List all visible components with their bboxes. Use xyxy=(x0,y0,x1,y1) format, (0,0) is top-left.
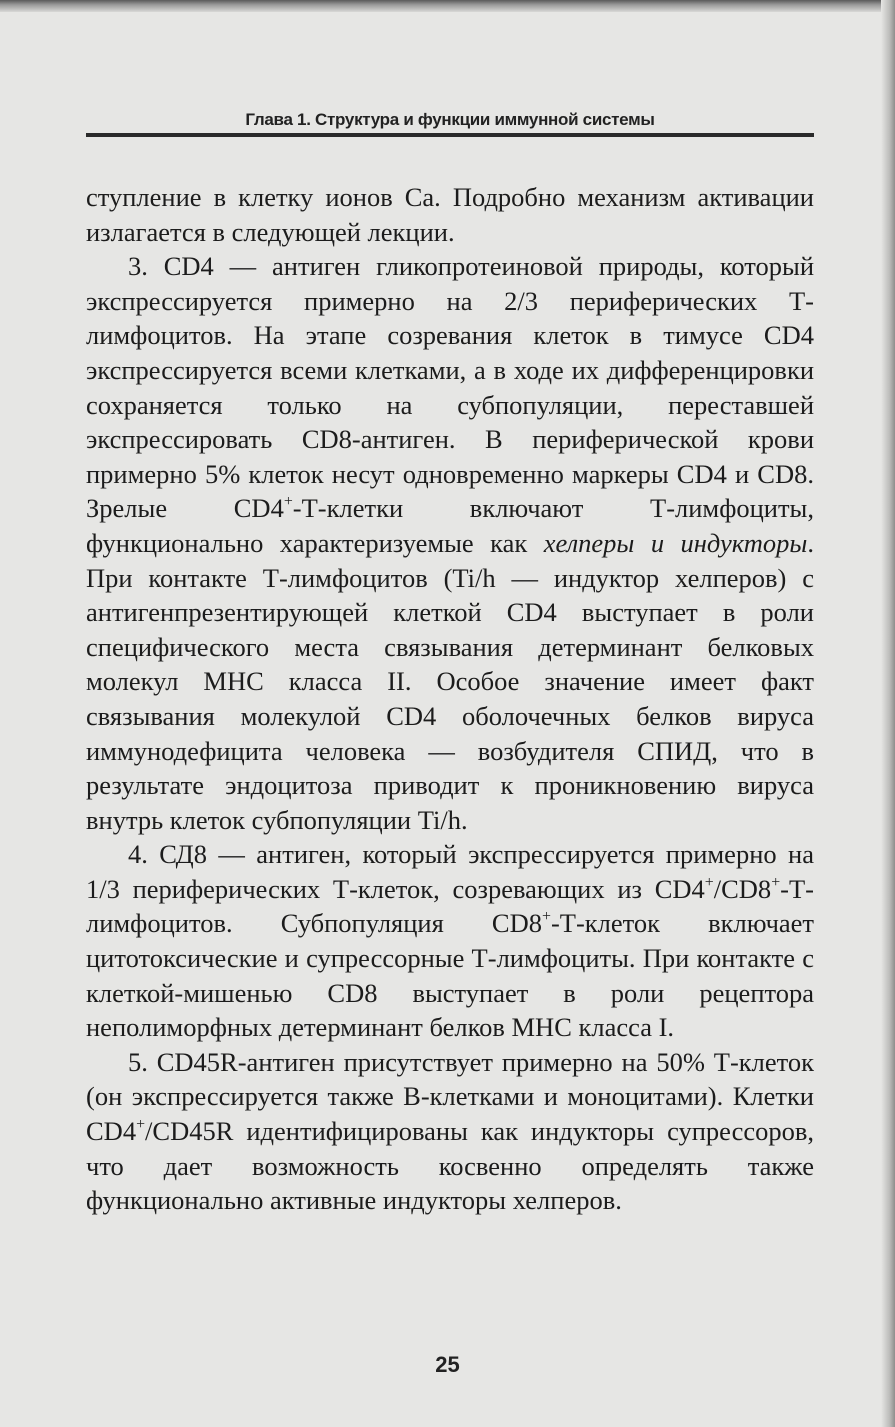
running-header: Глава 1. Структура и функции иммунной системы xyxy=(245,110,655,129)
superscript-plus: + xyxy=(283,493,293,511)
italic-term: хелперы и индукторы xyxy=(543,527,808,558)
paragraph-cd8: 4. СД8 — антиген, который экспрессируется примерно на 1/3 периферических Т-клеток, созревающих из CD4+/CD8+-Т-лимфоцитов. Субпопуляция CD8+-Т-клеток включает цитотоксические и супрессорные Т-лимфоциты. При контакте с клеткой-мишенью CD8 выступает в роли рецептора неполиморфных детерминант белков МНС класса I. xyxy=(86,839,814,1043)
header-rule xyxy=(86,133,814,137)
paragraph-cd45r: 5. CD45R-антиген присутствует примерно на 50% Т-клеток (он экспрессируется также В-клетками и моноцитами). Клетки CD4+/CD45R идентифицированы как индукторы супрессоров, что дает возможность косвенно определять также функционально активные индукторы хелперов. xyxy=(86,1046,814,1216)
superscript-plus: + xyxy=(771,873,781,891)
page-right-edge xyxy=(881,0,895,1427)
page-top-shadow xyxy=(0,0,895,12)
superscript-plus: + xyxy=(542,908,551,926)
page-body xyxy=(86,180,814,1218)
paragraph-continuation: ступление в клетку ионов Ca. Подробно механизм активации излагается в следующей лекции. xyxy=(86,182,814,247)
superscript-plus: + xyxy=(136,1115,146,1133)
page-number: 25 xyxy=(435,1352,460,1377)
superscript-plus: + xyxy=(704,873,714,891)
paragraph-cd4: 3. CD4 — антиген гликопротеиновой природы, который экспрессируется примерно на 2/3 периферических Т-лимфоцитов. На этапе созревания клеток в тимусе CD4 экспрессируется всеми клетками, а в ходе их дифференцировки сохраняется только на субпопуляции, переставшей экспрессировать CD8-антиген. В периферической крови примерно 5% клеток несут одновременно маркеры CD4 и CD8. Зрелые CD4+-Т-клетки включают Т-лимфоциты, функционально характеризуемые как хелперы и индукторы. При контакте Т-лимфоцитов (Ti/h — индуктор хелперов) с антигенпрезентирующей клеткой CD4 выступает в роли специфического места связывания детерминант белковых молекул МНС класса II. Особое значение имеет факт связывания молекулой CD4 оболочечных белков вируса иммунодефицита человека — возбудителя СПИД, что в результате эндоцитоза приводит к проникновению вируса внутрь клеток субпопуляции Ti/h. xyxy=(86,251,815,835)
